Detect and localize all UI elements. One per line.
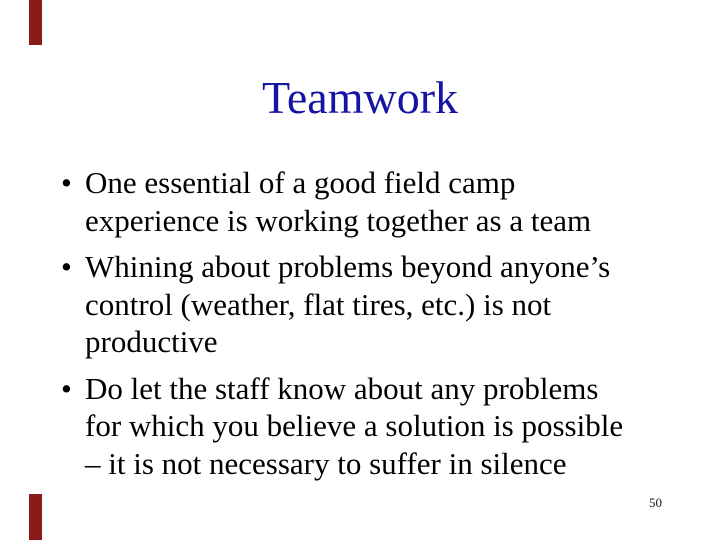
page-number: 50 <box>649 495 662 510</box>
bullet-icon: • <box>61 165 72 200</box>
bullet-icon: • <box>61 249 72 284</box>
bullet-line: productive <box>85 324 218 359</box>
slide-body <box>58 164 706 491</box>
bullet-line: – it is not necessary to suffer in silence <box>85 445 567 481</box>
bullet-icon: • <box>61 370 72 406</box>
red-ribbon-bottom-icon <box>29 494 42 540</box>
bullet-line: Do let the staff know about any problems <box>85 370 599 406</box>
red-ribbon-top-icon <box>29 0 42 45</box>
bullet-line: experience is working together as a team <box>85 202 592 238</box>
bullet-line: control (weather, flat tires, etc.) is not <box>85 286 552 322</box>
bullet-item <box>58 370 706 483</box>
slide-title: Teamwork <box>261 72 459 123</box>
bullet-line: for which you believe a solution is possible <box>85 408 624 443</box>
bullet-line: Whining about problems beyond anyone’s <box>85 249 611 284</box>
bullet-item <box>58 248 706 361</box>
bullet-line: One essential of a good field camp <box>85 165 516 200</box>
bullet-item <box>58 164 706 239</box>
